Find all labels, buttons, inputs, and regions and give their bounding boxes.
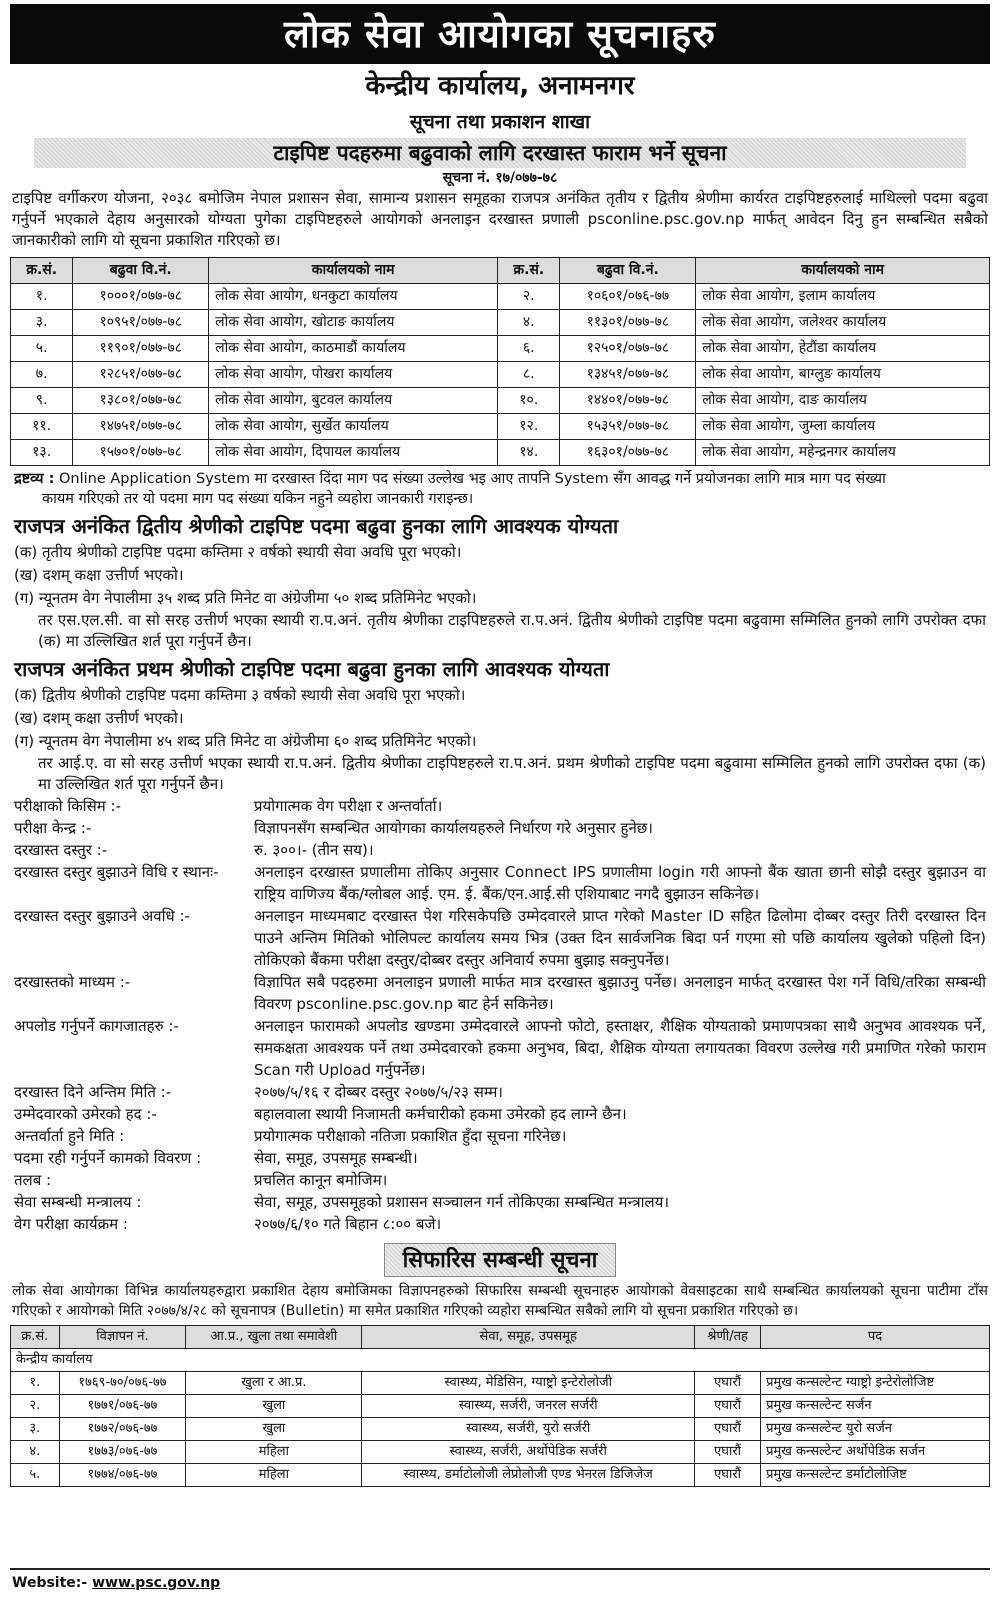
note-line-1: Online Application System मा दरखास्त दिंदा माग पद संख्या उल्लेख भइ आए तापनि System सँग आवद्ध गर्ने प्रयोजनका लागि मात्र माग पद संख्या <box>59 471 886 487</box>
recommendation-table <box>10 1325 990 1487</box>
table-row <box>11 440 990 466</box>
table-cell: स्वास्थ्य, सर्जरी, युरो सर्जरी <box>362 1418 695 1441</box>
detail-label: दरखास्त दस्तुर :- <box>14 841 108 859</box>
table-cell: १७७४/०७६-७७ <box>59 1464 186 1487</box>
table-cell: १५७०१/०७७-७८ <box>73 440 209 466</box>
detail-label: पदमा रही गर्नुपर्ने कामको विवरण : <box>14 1149 202 1167</box>
table-cell: महिला <box>186 1441 362 1464</box>
table-cell: २. <box>498 284 560 310</box>
sifaris-intro: लोक सेवा आयोगका विभिन्न कार्यालयहरुद्वारा प्रकाशित देहाय बमोजिमका विज्ञापनहरुको सिफारिस सम्बन्धी सूचनाहरु आयोगको वेवसाइटका साथै सम्बन्धित कार्यालयको सूचना पाटीमा टाँस गरिएको र आयोगको मिति २०७७/४/२८ को सूचनापत्र (Bulletin) मा समेत प्रकाशित गरिएको व्यहोरा सम्बन्धित सबैको लागि यो सूचना प्रकाशित गरिएको छ। <box>12 1283 988 1319</box>
promotion-table <box>10 257 990 466</box>
table-cell: स्वास्थ्य, मेडिसिन, ग्याष्ट्रो इन्टेरोलोजी <box>362 1372 695 1395</box>
table-cell: ५. <box>11 336 73 362</box>
detail-label: परीक्षा केन्द्र :- <box>14 819 92 837</box>
table-cell: एघारौं <box>695 1372 761 1395</box>
table-cell: लोक सेवा आयोग, सुर्खेत कार्यालय <box>209 414 498 440</box>
table-cell: ११. <box>11 414 73 440</box>
table-cell: खुला <box>186 1395 362 1418</box>
table-cell: लोक सेवा आयोग, खोटाङ कार्यालय <box>209 310 498 336</box>
table-cell: ७. <box>11 362 73 388</box>
table-cell: ३. <box>11 310 73 336</box>
table-cell: १६३०१/०७७-७८ <box>560 440 696 466</box>
detail-row <box>10 1213 990 1235</box>
table-cell: ११९०१/०७७-७८ <box>73 336 209 362</box>
table-row <box>11 414 990 440</box>
table-cell: लोक सेवा आयोग, धनकुटा कार्यालय <box>209 284 498 310</box>
table-cell: लोक सेवा आयोग, दिपायल कार्यालय <box>209 440 498 466</box>
note-line-2: कायम गरिएको तर यो पदमा माग पद संख्या यकिन नहुने व्यहोरा जानकारी गराइन्छ। <box>42 491 474 507</box>
table-group-label: केन्द्रीय कार्यालय <box>11 1349 990 1372</box>
first-class-exception: तर आई.ए. वा सो सरह उत्तीर्ण भएका स्थायी रा.प.अनं. द्वितीय श्रेणीका टाइपिष्टहरुले रा.प.अनं. प्रथम श्रेणीको टाइपिष्ट पदमा बढुवामा सम्मिलित हुनको लागि उपरोक्त दफा (क) मा उल्लिखित शर्त पूरा गर्नुपर्ने छैन। <box>38 754 986 793</box>
table-cell: प्रमुख कन्सल्टेन्ट ग्याष्ट्रो इन्टेरोलोजिष्ट <box>761 1372 990 1395</box>
footer-divider <box>10 1568 990 1570</box>
detail-label: दरखास्त दस्तुर बुझाउने विधि र स्थानः- <box>14 863 219 881</box>
table-cell: लोक सेवा आयोग, बाग्लुङ कार्यालय <box>696 362 990 388</box>
column-header: श्रेणी/तह <box>695 1326 761 1349</box>
table-cell: १०६०१/०७६-७७ <box>560 284 696 310</box>
table-cell: खुला <box>186 1418 362 1441</box>
detail-label: अन्तर्वार्ता हुने मिति : <box>14 1127 125 1145</box>
table-cell: लोक सेवा आयोग, हेटौंडा कार्यालय <box>696 336 990 362</box>
sifaris-heading: सिफारिस सम्बन्धी सूचना <box>384 1243 616 1277</box>
table-cell: १२८५१/०७७-७८ <box>73 362 209 388</box>
table-cell: प्रमुख कन्सल्टेन्ट अर्थोपेडिक सर्जन <box>761 1441 990 1464</box>
website-label: Website:- <box>12 1574 88 1591</box>
table-cell: १०००१/०७७-७८ <box>73 284 209 310</box>
table-cell: ११३०१/०७७-७८ <box>560 310 696 336</box>
table-row <box>11 1418 990 1441</box>
column-header: क्र.सं. <box>498 258 560 284</box>
website <box>12 1574 220 1592</box>
table-row <box>11 362 990 388</box>
detail-label: वेग परीक्षा कार्यक्रम : <box>14 1215 128 1233</box>
detail-label: सेवा सम्बन्धी मन्त्रालय : <box>14 1193 142 1211</box>
details-list <box>10 795 990 1235</box>
detail-value: प्रयोगात्मक परीक्षाको नतिजा प्रकाशित हुँदा सूचना गरिनेछ। <box>254 1127 567 1145</box>
table-cell: ५. <box>11 1464 60 1487</box>
table-cell: खुला र आ.प्र. <box>186 1372 362 1395</box>
table-cell: ८. <box>498 362 560 388</box>
table-cell: ९. <box>11 388 73 414</box>
table-cell: स्वास्थ्य, सर्जरी, अर्थोपेडिक सर्जरी <box>362 1441 695 1464</box>
column-header: क्र.सं. <box>11 258 73 284</box>
table-cell: लोक सेवा आयोग, पोखरा कार्यालय <box>209 362 498 388</box>
column-header: विज्ञापन नं. <box>59 1326 186 1349</box>
detail-value: प्रचलित कानून बमोजिम। <box>254 1171 388 1189</box>
detail-row <box>10 1081 990 1103</box>
first-class-item: (क) द्वितीय श्रेणीको टाइपिष्ट पदमा कम्तिमा ३ वर्षको स्थायी सेवा अवधि पूरा भएको। <box>14 686 466 704</box>
detail-row <box>10 1147 990 1169</box>
detail-label: तलब : <box>14 1171 52 1189</box>
detail-row <box>10 817 990 839</box>
column-header: सेवा, समूह, उपसमूह <box>362 1326 695 1349</box>
detail-value: अनलाइन फारामको अपलोड खण्डमा उम्मेदवारले आफ्नो फोटो, हस्ताक्षर, शैक्षिक योग्यताको प्रमाणपत्रका साथै अनुभव आवश्यक पर्ने, समकक्षता आवश्यक पर्ने तथा उम्मेदवारको हकमा अनुभव, बिदा, शैक्षिक योग्यता लगायतका विवरण उल्लेख गरी प्रमाणित गरेको फाराम Scan गरी Upload गर्नुपर्नेछ। <box>254 1017 986 1079</box>
table-cell: स्वास्थ्य, डर्माटोलोजी लेप्रोलोजी एण्ड भेनरल डिजिजेज <box>362 1464 695 1487</box>
detail-value: अनलाइन दरखास्त प्रणालीमा तोकिए अनुसार Connect IPS प्रणालीमा login गरी आफ्नो बैंक खाता छानी सोझै दस्तुर बुझाउन वा राष्ट्रिय वाणिज्य बैंक/ग्लोबल आई. एम. ई. बैंक/एन.आई.सी एशियाबाट नगदै बुझाउन सकिनेछ। <box>254 863 986 903</box>
table-row <box>11 336 990 362</box>
table-cell: १४. <box>498 440 560 466</box>
table-cell: लोक सेवा आयोग, इलाम कार्यालय <box>696 284 990 310</box>
detail-label: उम्मेदवारको उमेरको हद :- <box>14 1105 157 1123</box>
second-class-item: (क) तृतीय श्रेणीको टाइपिष्ट पदमा कम्तिमा २ वर्षको स्थायी सेवा अवधि पूरा भएको। <box>14 543 462 561</box>
column-header: कार्यालयको नाम <box>209 258 498 284</box>
notice-number: सूचना नं. १७/०७७-७८ <box>442 170 558 186</box>
banner-title: लोक सेवा आयोगका सूचनाहरु <box>10 4 990 64</box>
table-row <box>11 1395 990 1418</box>
table-row <box>11 1372 990 1395</box>
table-cell: ६. <box>498 336 560 362</box>
table-cell: १७६९-७०/०७६-७७ <box>59 1372 186 1395</box>
table-cell: स्वास्थ्य, सर्जरी, जनरल सर्जरी <box>362 1395 695 1418</box>
detail-row <box>10 1169 990 1191</box>
table-cell: लोक सेवा आयोग, जुम्ला कार्यालय <box>696 414 990 440</box>
column-header: आ.प्र., खुला तथा समावेशी <box>186 1326 362 1349</box>
note-label: द्रष्टव्य : <box>14 471 55 487</box>
second-class-exception: तर एस.एल.सी. वा सो सरह उत्तीर्ण भएका स्थायी रा.प.अनं. तृतीय श्रेणीका टाइपिष्टहरुले रा.प.अनं. द्वितीय श्रेणीको टाइपिष्ट पदमा बढुवामा सम्मिलित हुनको लागि उपरोक्त दफा (क) मा उल्लिखित शर्त पूरा गर्नुपर्ने छैन। <box>38 611 986 650</box>
table-cell: प्रमुख कन्सल्टेन्ट डर्माटोलोजिष्ट <box>761 1464 990 1487</box>
table-cell: १७७३/०७६-७७ <box>59 1441 186 1464</box>
detail-value: विज्ञापनसँग सम्बन्धित आयोगका कार्यालयहरुले निर्धारण गरे अनुसार हुनेछ। <box>254 819 653 837</box>
detail-row <box>10 861 990 905</box>
column-header: पद <box>761 1326 990 1349</box>
detail-label: अपलोड गर्नुपर्ने कागजातहरु :- <box>14 1017 179 1035</box>
detail-value: सेवा, समूह, उपसमूहको प्रशासन सञ्चालन गर्न तोकिएका सम्बन्धित मन्त्रालय। <box>254 1193 670 1211</box>
detail-value: प्रयोगात्मक वेग परीक्षा र अन्तर्वार्ता। <box>254 797 443 815</box>
table-cell: १३. <box>11 440 73 466</box>
detail-row <box>10 1125 990 1147</box>
detail-row <box>10 839 990 861</box>
detail-label: दरखास्तको माध्यम :- <box>14 973 131 991</box>
table-row <box>11 1441 990 1464</box>
table-cell: एघारौं <box>695 1418 761 1441</box>
table-cell: १४४०१/०७७-७८ <box>560 388 696 414</box>
office-name: केन्द्रीय कार्यालय, अनामनगर <box>365 71 635 101</box>
detail-value: २०७७/५/१६ र दोब्बर दस्तुर २०७७/५/२३ सम्म। <box>254 1083 503 1101</box>
table-row <box>11 284 990 310</box>
column-header: कार्यालयको नाम <box>696 258 990 284</box>
detail-value: सेवा, समूह, उपसमूह सम्बन्धी। <box>254 1149 418 1167</box>
detail-row <box>10 795 990 817</box>
table-cell: १२. <box>498 414 560 440</box>
table-cell: लोक सेवा आयोग, बुटवल कार्यालय <box>209 388 498 414</box>
table-cell: १०९५१/०७७-७८ <box>73 310 209 336</box>
detail-row <box>10 971 990 1015</box>
table-row <box>11 388 990 414</box>
table-cell: लोक सेवा आयोग, दाङ कार्यालय <box>696 388 990 414</box>
table-cell: १५३५१/०७७-७८ <box>560 414 696 440</box>
column-header: बढुवा वि.नं. <box>73 258 209 284</box>
table-cell: प्रमुख कन्सल्टेन्ट युरो सर्जन <box>761 1418 990 1441</box>
table-cell: ४. <box>11 1441 60 1464</box>
table-cell: १२५०१/०७७-७८ <box>560 336 696 362</box>
table-cell: १३८०१/०७७-७८ <box>73 388 209 414</box>
detail-row <box>10 905 990 971</box>
second-class-item: (ख) दशम् कक्षा उत्तीर्ण भएको। <box>14 566 184 584</box>
table-cell: प्रमुख कन्सल्टेन्ट सर्जन <box>761 1395 990 1418</box>
intro-paragraph: टाइपिष्ट वर्गीकरण योजना, २०३८ बमोजिम नेपाल प्रशासन सेवा, सामान्य प्रशासन समूहका राजपत्र अनंकित तृतीय र द्वितीय श्रेणीमा कार्यरत टाइपिष्टहरुलाई माथिल्लो पदमा बढुवा गर्नुपर्ने भएकाले देहाय अनुसारको योग्यता पुगेका टाइपिष्टहरुले आयोगको अनलाइन दरखास्त प्रणाली psconline.psc.gov.np मार्फत् आवेदन दिनु हुन सम्बन्धित सबैको जानकारीको लागि यो सूचना प्रकाशित गरिएको छ। <box>12 189 988 249</box>
table-cell: १०. <box>498 388 560 414</box>
table-cell: लोक सेवा आयोग, काठमाडौं कार्यालय <box>209 336 498 362</box>
table-cell: एघारौं <box>695 1441 761 1464</box>
table-cell: ३. <box>11 1418 60 1441</box>
table-cell: १३४५१/०७७-७८ <box>560 362 696 388</box>
table-cell: एघारौं <box>695 1395 761 1418</box>
detail-value: २०७७/६/१० गते बिहान ८:०० बजे। <box>254 1215 442 1233</box>
first-class-heading: राजपत्र अनंकित प्रथम श्रेणीको टाइपिष्ट पदमा बढुवा हुनका लागि आवश्यक योग्यता <box>14 657 610 681</box>
first-class-item: (ख) दशम् कक्षा उत्तीर्ण भएको। <box>14 709 184 727</box>
detail-row <box>10 1103 990 1125</box>
table-cell: १७७१/०७६-७७ <box>59 1395 186 1418</box>
website-link[interactable]: www.psc.gov.np <box>92 1574 221 1591</box>
note <box>10 469 990 509</box>
notice-title: टाइपिष्ट पदहरुमा बढुवाको लागि दरखास्त फाराम भर्ने सूचना <box>34 138 966 168</box>
first-class-item: (ग) न्यूनतम वेग नेपालीमा ४५ शब्द प्रति मिनेट वा अंग्रेजीमा ६० शब्द प्रतिमिनेट भएको। <box>14 732 477 750</box>
table-cell: महिला <box>186 1464 362 1487</box>
column-header: क्र.सं. <box>11 1326 60 1349</box>
table-cell: १४७५१/०७७-७८ <box>73 414 209 440</box>
second-class-heading: राजपत्र अनंकित द्वितीय श्रेणीको टाइपिष्ट पदमा बढुवा हुनका लागि आवश्यक योग्यता <box>14 514 619 538</box>
detail-value: रु. ३००।- (तीन सय)। <box>254 841 374 859</box>
detail-label: परीक्षाको किसिम :- <box>14 797 121 815</box>
table-cell: २. <box>11 1395 60 1418</box>
detail-row <box>10 1191 990 1213</box>
detail-value: अनलाइन माध्यमबाट दरखास्त पेश गरिसकेपछि उम्मेदवारले प्राप्त गरेको Master ID सहित ढिलोमा दोब्बर दस्तुर तिरी दरखास्त दिन पाउने अन्तिम मितिको भोलिपल्ट कार्यालय समय भित्र (उक्त दिन सार्वजनिक बिदा पर्न गएमा सो पछि कार्यालय खुलेको पहिलो दिन) तोकिएको बैंकमा परीक्षा दस्तुर/दोब्बर दस्तुर अनिवार्य रुपमा बुझाइ सक्नुपर्नेछ। <box>254 907 986 969</box>
table-cell: ४. <box>498 310 560 336</box>
table-cell: लोक सेवा आयोग, महेन्द्रनगर कार्यालय <box>696 440 990 466</box>
table-cell: १. <box>11 284 73 310</box>
table-row <box>11 310 990 336</box>
detail-label: दरखास्त दस्तुर बुझाउने अवधि :- <box>14 907 190 925</box>
table-row <box>11 1464 990 1487</box>
column-header: बढुवा वि.नं. <box>560 258 696 284</box>
second-class-item: (ग) न्यूनतम वेग नेपालीमा ३५ शब्द प्रति मिनेट वा अंग्रेजीमा ५० शब्द प्रतिमिनेट भएको। <box>14 589 477 607</box>
detail-value: विज्ञापित सबै पदहरुमा अनलाइन प्रणाली मार्फत मात्र दरखास्त बुझाउनु पर्नेछ। अनलाइन मार्फत् दरखास्त पेश गर्ने विधि/तरिका सम्बन्धी विवरण psconline.psc.gov.np बाट हेर्न सकिनेछ। <box>254 973 986 1013</box>
table-cell: एघारौं <box>695 1464 761 1487</box>
detail-value: बहालवाला स्थायी निजामती कर्मचारीको हकमा उमेरको हद लाग्ने छैन। <box>254 1105 627 1123</box>
table-cell: १. <box>11 1372 60 1395</box>
detail-row <box>10 1015 990 1081</box>
table-cell: १७७२/०७६-७७ <box>59 1418 186 1441</box>
detail-label: दरखास्त दिने अन्तिम मिति :- <box>14 1083 172 1101</box>
table-cell: लोक सेवा आयोग, जलेश्वर कार्यालय <box>696 310 990 336</box>
branch-name: सूचना तथा प्रकाशन शाखा <box>409 111 591 133</box>
